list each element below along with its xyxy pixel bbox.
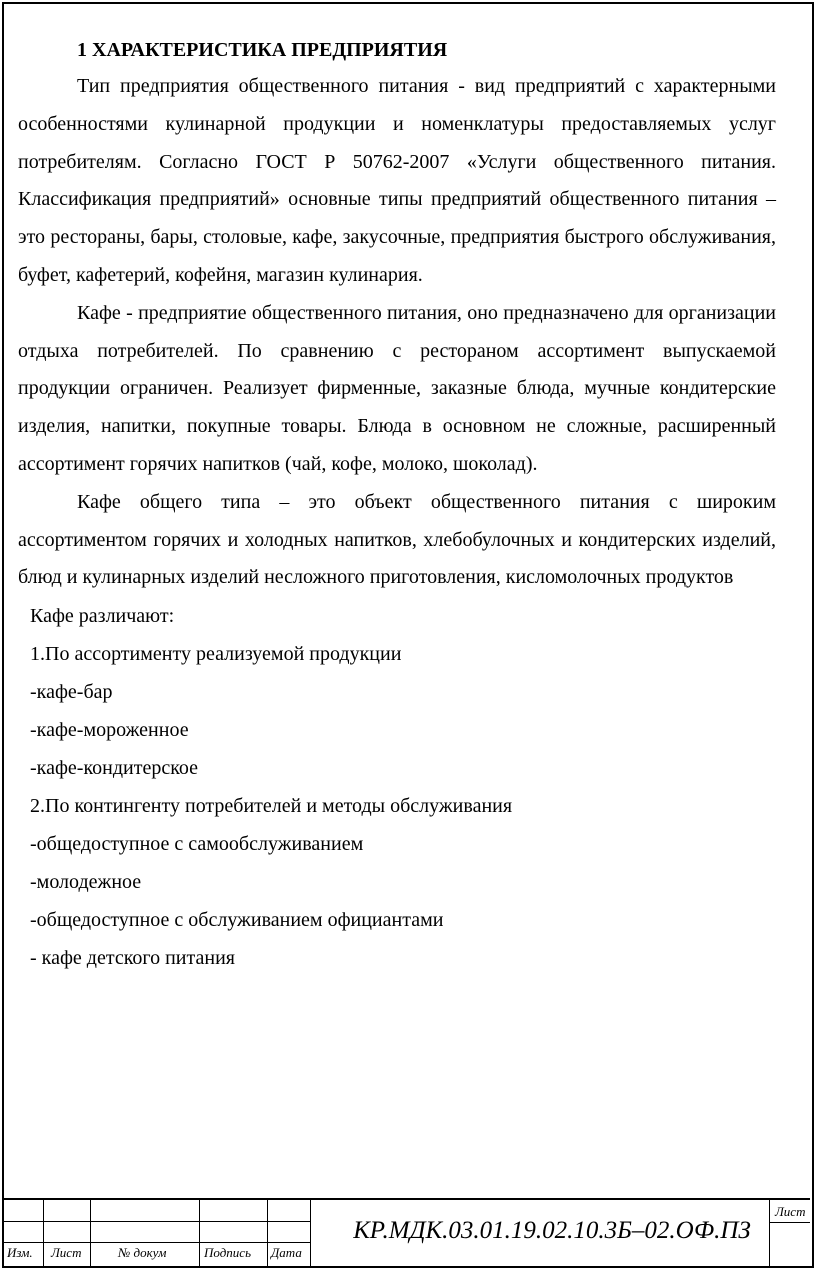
section-heading: 1 ХАРАКТЕРИСТИКА ПРЕДПРИЯТИЯ (77, 39, 448, 61)
list-item: 1.По ассортименту реализуемой продукции (30, 643, 402, 666)
stamp-divider (199, 1200, 200, 1266)
sheet-label: Лист (775, 1204, 806, 1219)
list-item: Кафе различают: (30, 605, 175, 628)
sheet-cell-line (769, 1222, 810, 1223)
list-item: -общедоступное с обслуживанием официантами (30, 909, 444, 932)
stamp-divider (43, 1200, 44, 1266)
stamp-divider (769, 1200, 770, 1266)
list-item: -кафе-кондитерское (30, 757, 199, 780)
column-label-list: Лист (51, 1245, 82, 1260)
paragraph-enterprise-type: Тип предприятия общественного питания - вид предприятий с характерными особенностями кулинарной продукции и номенклатуры предоставляемых услуг потребителям. Согласно ГОСТ Р 50762-2007 «Услуги общественного питания. Классификация предприятий» основные типы предприятий общественного питания – это рестораны, бары, столовые, кафе, закусочные, предприятия быстрого обслуживания, буфет, кафетерий, кофейня, магазин кулинария. (18, 75, 776, 286)
list-item: 2.По контингенту потребителей и методы обслуживания (30, 795, 513, 818)
stamp-row-line (2, 1221, 310, 1222)
list-item: -общедоступное с самообслуживанием (30, 833, 364, 856)
column-label-izm: Изм. (7, 1245, 33, 1260)
column-label-doc: № докум (118, 1245, 167, 1260)
cafe-classification-list (18, 597, 776, 977)
list-item: -кафе-мороженное (30, 719, 189, 742)
paragraph-cafe-definition: Кафе - предприятие общественного питания, оно предназначено для организации отдыха потребителей. По сравнению с рестораном ассортимент выпускаемой продукции ограничен. Реализует фирменные, заказные блюда, мучные кондитерские изделия, напитки, покупные товары. Блюда в основном не сложные, расширенный ассортимент горячих напитков (чай, кофе, молоко, шоколад). (18, 301, 776, 475)
column-label-date: Дата (271, 1245, 302, 1260)
stamp-row-line (2, 1242, 310, 1243)
document-body (18, 34, 776, 977)
stamp-divider (310, 1200, 311, 1266)
list-item: - кафе детского питания (30, 947, 235, 970)
title-block (2, 1198, 810, 1266)
paragraph-general-cafe: Кафе общего типа – это объект общественного питания с широким ассортиментом горячих и холодных напитков, хлебобулочных и кондитерских изделий, блюд и кулинарных изделий несложного приготовления, кисломолочных продуктов (18, 490, 776, 589)
stamp-divider (267, 1200, 268, 1266)
list-item: -кафе-бар (30, 681, 113, 704)
list-item: -молодежное (30, 871, 142, 894)
stamp-divider (90, 1200, 91, 1266)
column-label-sign: Подпись (204, 1245, 251, 1260)
document-code: КР.МДК.03.01.19.02.10.3Б–02.ОФ.ПЗ (353, 1217, 751, 1244)
